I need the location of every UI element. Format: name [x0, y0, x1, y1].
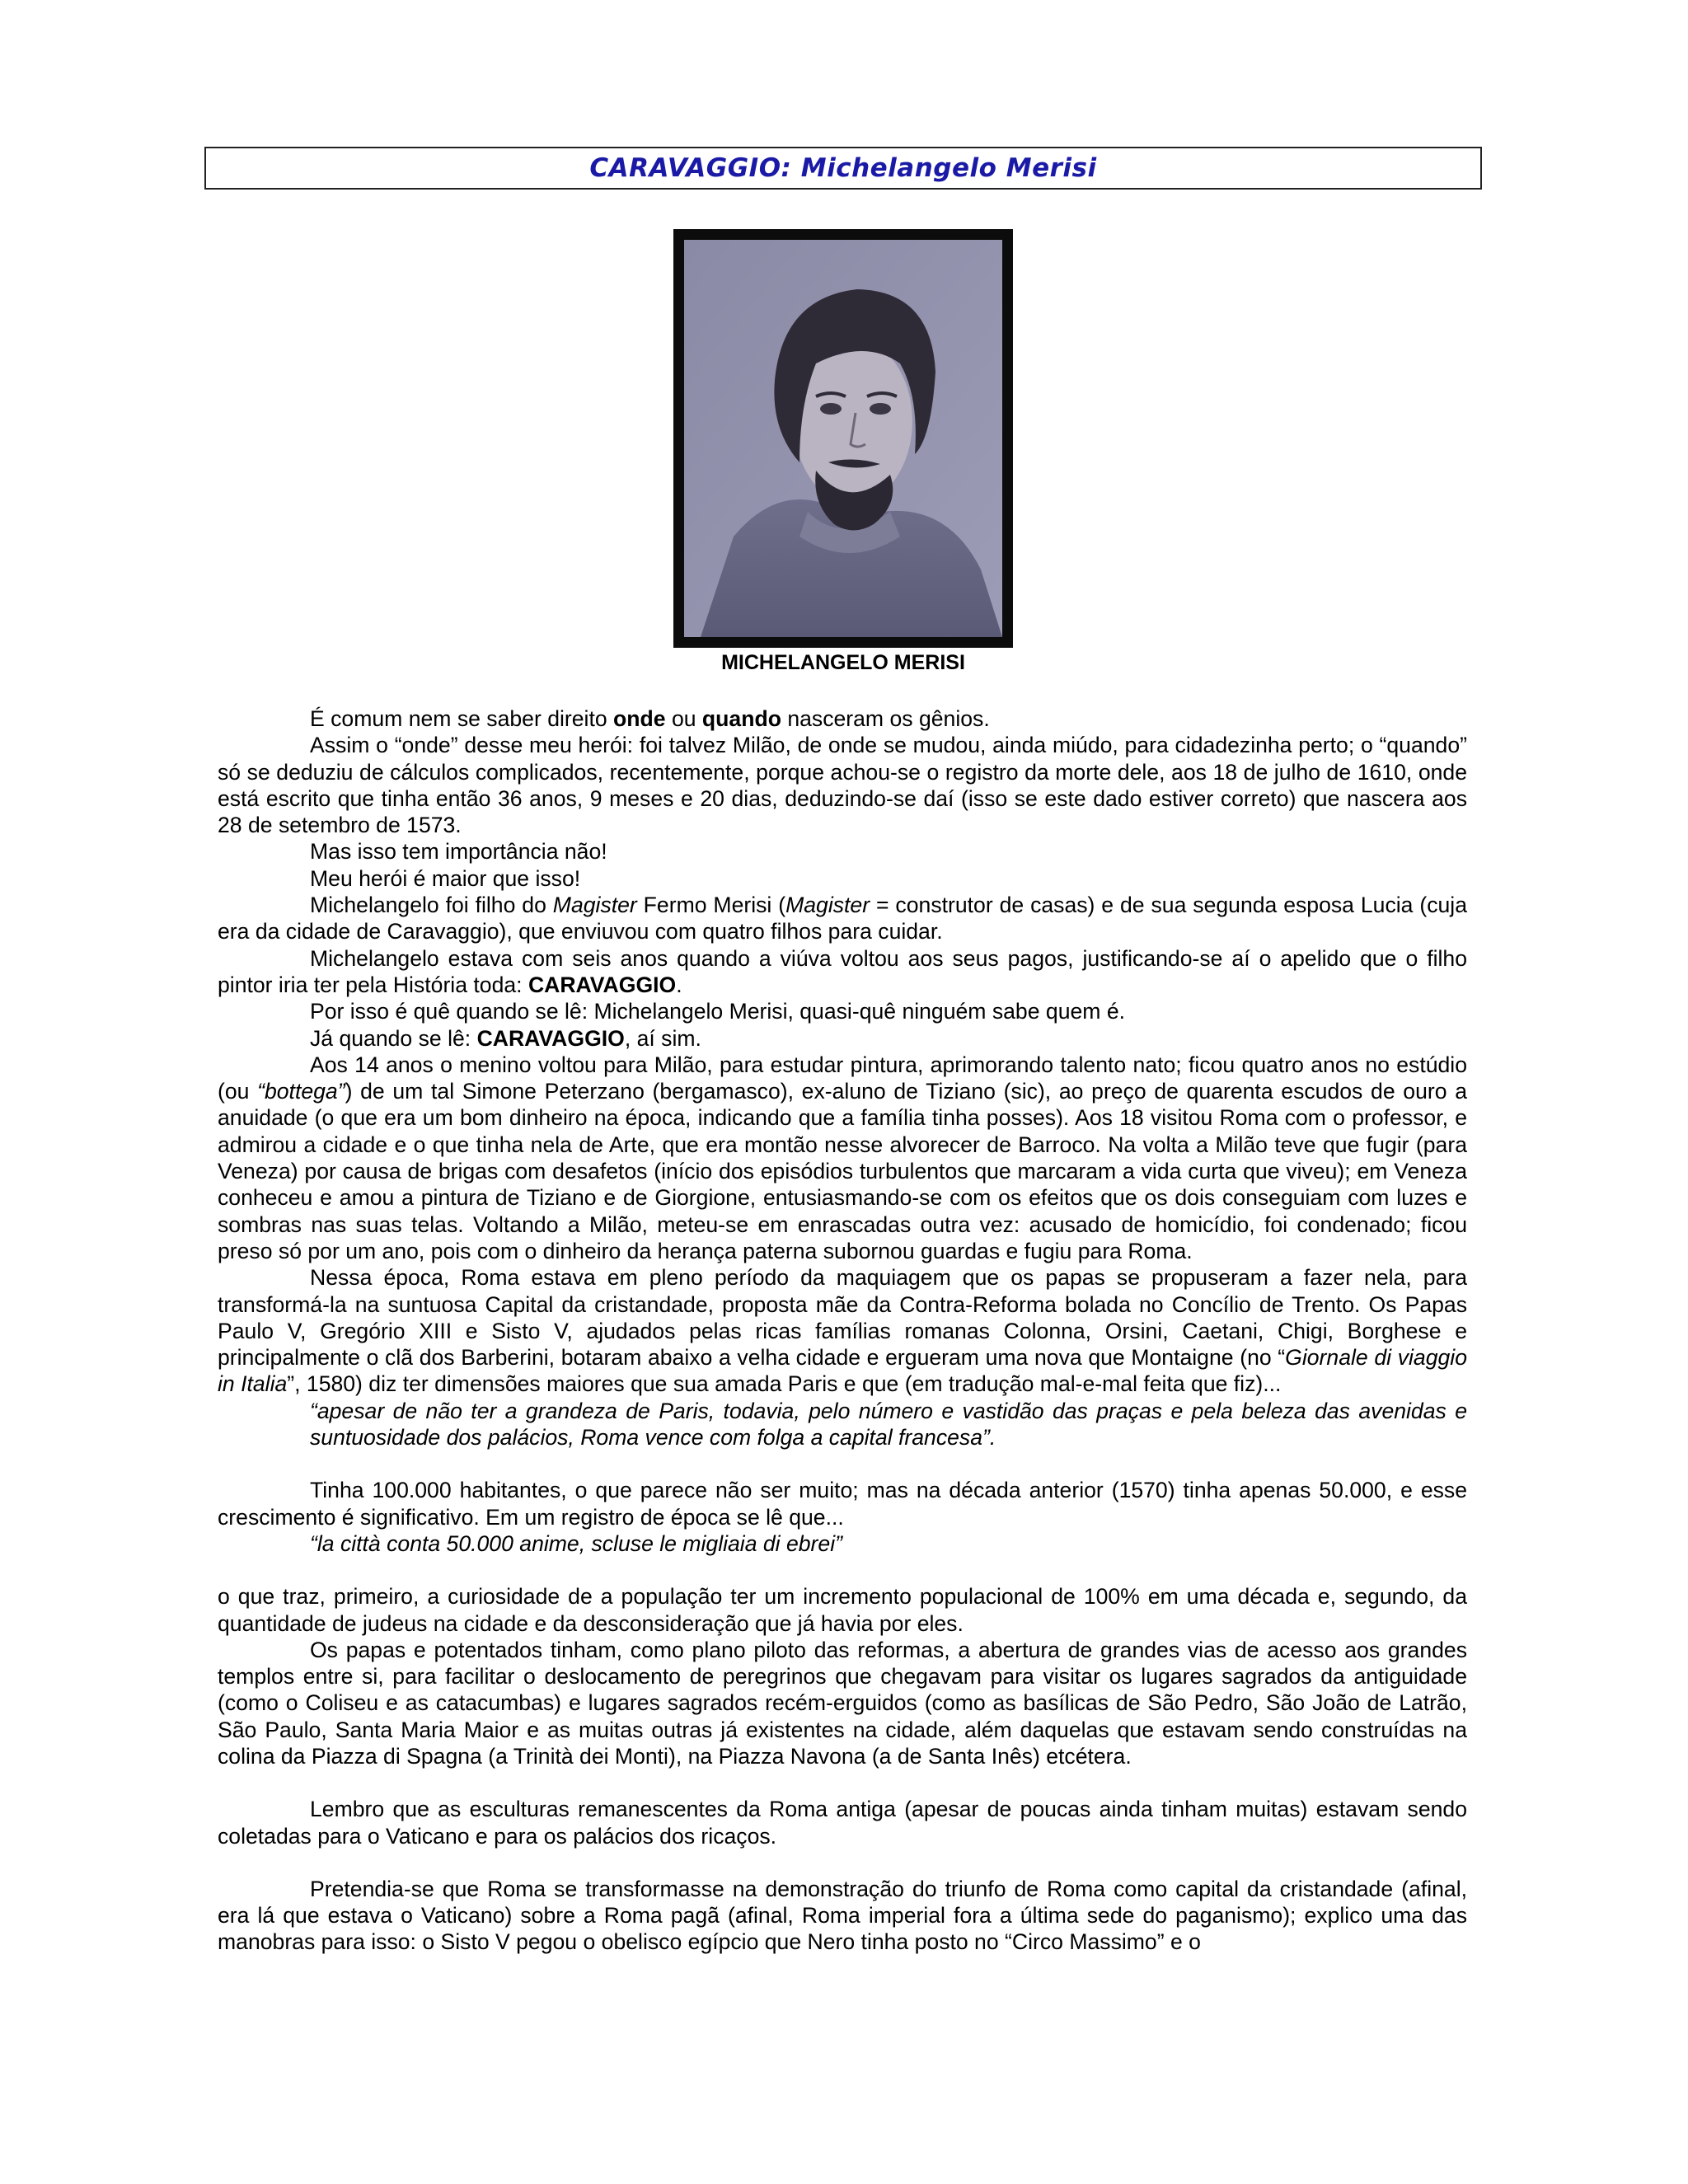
paragraph-9: [218, 1052, 1467, 1264]
spacer: [218, 1557, 1467, 1583]
italic-giornale: Giornale di viaggio in Italia: [218, 1345, 1467, 1397]
text-run: .: [676, 972, 682, 997]
bold-onde: onde: [613, 706, 666, 731]
bold-caravaggio: CARAVAGGIO: [476, 1025, 625, 1051]
paragraph-11: Tinha 100.000 habitantes, o que parece não ser muito; mas na década anterior (1570) tinha apenas 50.000, e esse crescimento é significativo. Em um registro de época se lê que...: [218, 1478, 1467, 1530]
paragraph-13: Os papas e potentados tinham, como plano piloto das reformas, a abertura de grandes vias de acesso aos grandes templos entre si, para facilitar o deslocamento de peregrinos que chegavam para visitar os lugares sagrados da antiguidade (como o Coliseu e as catacumbas) e lugares sagrados recém-erguidos (como as basílicas de São Pedro, São João de Latrão, São Paulo, Santa Maria Maior e as muitas outras já existentes na cidade, além daquelas que estavam sendo construídas na colina da Piazza di Spagna (a Trinità dei Monti), na Piazza Navona (a de Santa Inês) etcétera.: [218, 1637, 1467, 1769]
text-run: , aí sim.: [624, 1025, 701, 1051]
document-title: CARAVAGGIO: Michelangelo Merisi: [589, 153, 1097, 183]
spacer: [218, 1849, 1467, 1876]
text-run: ou: [665, 706, 702, 731]
text-run: Michelangelo estava com seis anos quando a viúva voltou aos seus pagos, justificando-se aí o apelido que o filho pintor iria ter pela História toda:: [218, 945, 1467, 997]
text-run: ”, 1580) diz ter dimensões maiores que sua amada Paris e que (em tradução mal-e-mal feita que fiz)...: [287, 1371, 1282, 1397]
text-run: É comum nem se saber direito: [310, 706, 614, 731]
portrait-image: [684, 240, 1002, 637]
spacer: [218, 1451, 1467, 1477]
paragraph-8: [218, 1025, 1467, 1052]
paragraph-14: Lembro que as esculturas remanescentes da Roma antiga (apesar de poucas ainda tinham muitas) estavam sendo coletadas para o Vaticano e para os palácios dos ricaços.: [218, 1797, 1467, 1849]
quote-montaigne: “apesar de não ter a grandeza de Paris, todavia, pelo número e vastidão das praças e pela beleza das avenidas e suntuosidade dos palácios, Roma vence com folga a capital francesa”.: [310, 1398, 1467, 1451]
italic-magister: Magister: [552, 893, 637, 918]
text-run: ) de um tal Simone Peterzano (bergamasco), ex-aluno de Tiziano (sic), ao preço de quarenta escudos de ouro a anuidade (o que era um bom dinheiro na época, indicando que a família tinha posses). Aos 18 visitou Roma com o professor, e admirou a cidade e o que tinha nela de Arte, que era montão nesse alvorecer de Barroco. Na volta a Milão teve que fugir (para Veneza) por causa de brigas com desafetos (início dos episódios turbulentos que marcaram a vida curta que viveu); em Veneza conheceu e amou a pintura de Tiziano e de Giorgione, entusiasmando-se com os efeitos que os dois conseguiam com luzes e sombras nas suas telas. Voltando a Milão, meteu-se em enrascadas outra vez: acusado de homicídio, foi condenado; ficou preso só por um ano, pois com o dinheiro da herança paterna subornou guardas e fugiu para Roma.: [218, 1079, 1467, 1263]
text-run: nasceram os gênios.: [781, 706, 990, 731]
paragraph-2: Assim o “onde” desse meu herói: foi talvez Milão, de onde se mudou, ainda miúdo, para cidadezinha perto; o “quando” só se deduziu de cálculos complicados, recentemente, porque achou-se o registro da morte dele, aos 18 de julho de 1610, onde está escrito que tinha então 36 anos, 9 meses e 20 dias, deduzindo-se daí (isso se este dado estiver correto) que nascera aos 28 de setembro de 1573.: [218, 733, 1467, 838]
bold-quando: quando: [701, 706, 781, 731]
italic-bottega: “bottega”: [257, 1079, 345, 1104]
portrait-frame: [673, 229, 1013, 648]
text-run: Já quando se lê:: [310, 1025, 477, 1051]
text-run: Michelangelo foi filho do: [310, 893, 553, 918]
spacer: [218, 1769, 1467, 1796]
paragraph-5: [218, 892, 1467, 945]
text-run: = construtor de casas) e de sua segunda esposa Lucia (cuja era da cidade de Caravaggio), que enviuvou com quatro filhos para cuidar.: [218, 893, 1467, 944]
paragraph-1: [218, 705, 1467, 732]
body-text: [218, 705, 1467, 1956]
text-run: Aos 14 anos o menino voltou para Milão, para estudar pintura, aprimorando talento nato; ficou quatro anos no estúdio (ou: [218, 1052, 1467, 1104]
paragraph-7: Por isso é quê quando se lê: Michelangelo Merisi, quasi-quê ninguém sabe quem é.: [310, 999, 1125, 1024]
paragraph-10: [218, 1264, 1467, 1397]
paragraph-15: Pretendia-se que Roma se transformasse na demonstração do triunfo de Roma como capital da cristandade (afinal, era lá que estava o Vaticano) sobre a Roma pagã (afinal, Roma imperial fora a última sede do paganismo); explico uma das manobras para isso: o Sisto V pegou o obelisco egípcio que Nero tinha posto no “Circo Massimo” e o: [218, 1876, 1467, 1955]
bold-caravaggio: CARAVAGGIO: [528, 972, 677, 997]
paragraph-3: Mas isso tem importância não!: [310, 839, 607, 865]
portrait-caption: MICHELANGELO MERISI: [721, 651, 965, 674]
italic-magister: Magister: [785, 893, 870, 918]
title-box: [204, 147, 1482, 190]
paragraph-4: Meu herói é maior que isso!: [310, 865, 581, 891]
text-run: Nessa época, Roma estava em pleno período da maquiagem que os papas se propuseram a fazer nela, para transformá-la na suntuosa Capital da cristandade, proposta mãe da Contra-Reforma bolada no Concílio de Trento. Os Papas Paulo V, Gregório XIII e Sisto V, ajudados pelas ricas famílias romanas Colonna, Orsini, Caetani, Chigi, Borghese e principalmente o clã dos Barberini, botaram abaixo a velha cidade e ergueram uma nova que Montaigne (no “: [218, 1265, 1467, 1371]
paragraph-12: o que traz, primeiro, a curiosidade de a população ter um incremento populacional de 100% em uma década e, segundo, da quantidade de judeus na cidade e da desconsideração que já havia por eles.: [218, 1584, 1467, 1636]
paragraph-6: [218, 945, 1467, 999]
text-run: Fermo Merisi (: [636, 893, 786, 918]
quote-registro: “la città conta 50.000 anime, scluse le migliaia di ebrei”: [310, 1530, 842, 1556]
